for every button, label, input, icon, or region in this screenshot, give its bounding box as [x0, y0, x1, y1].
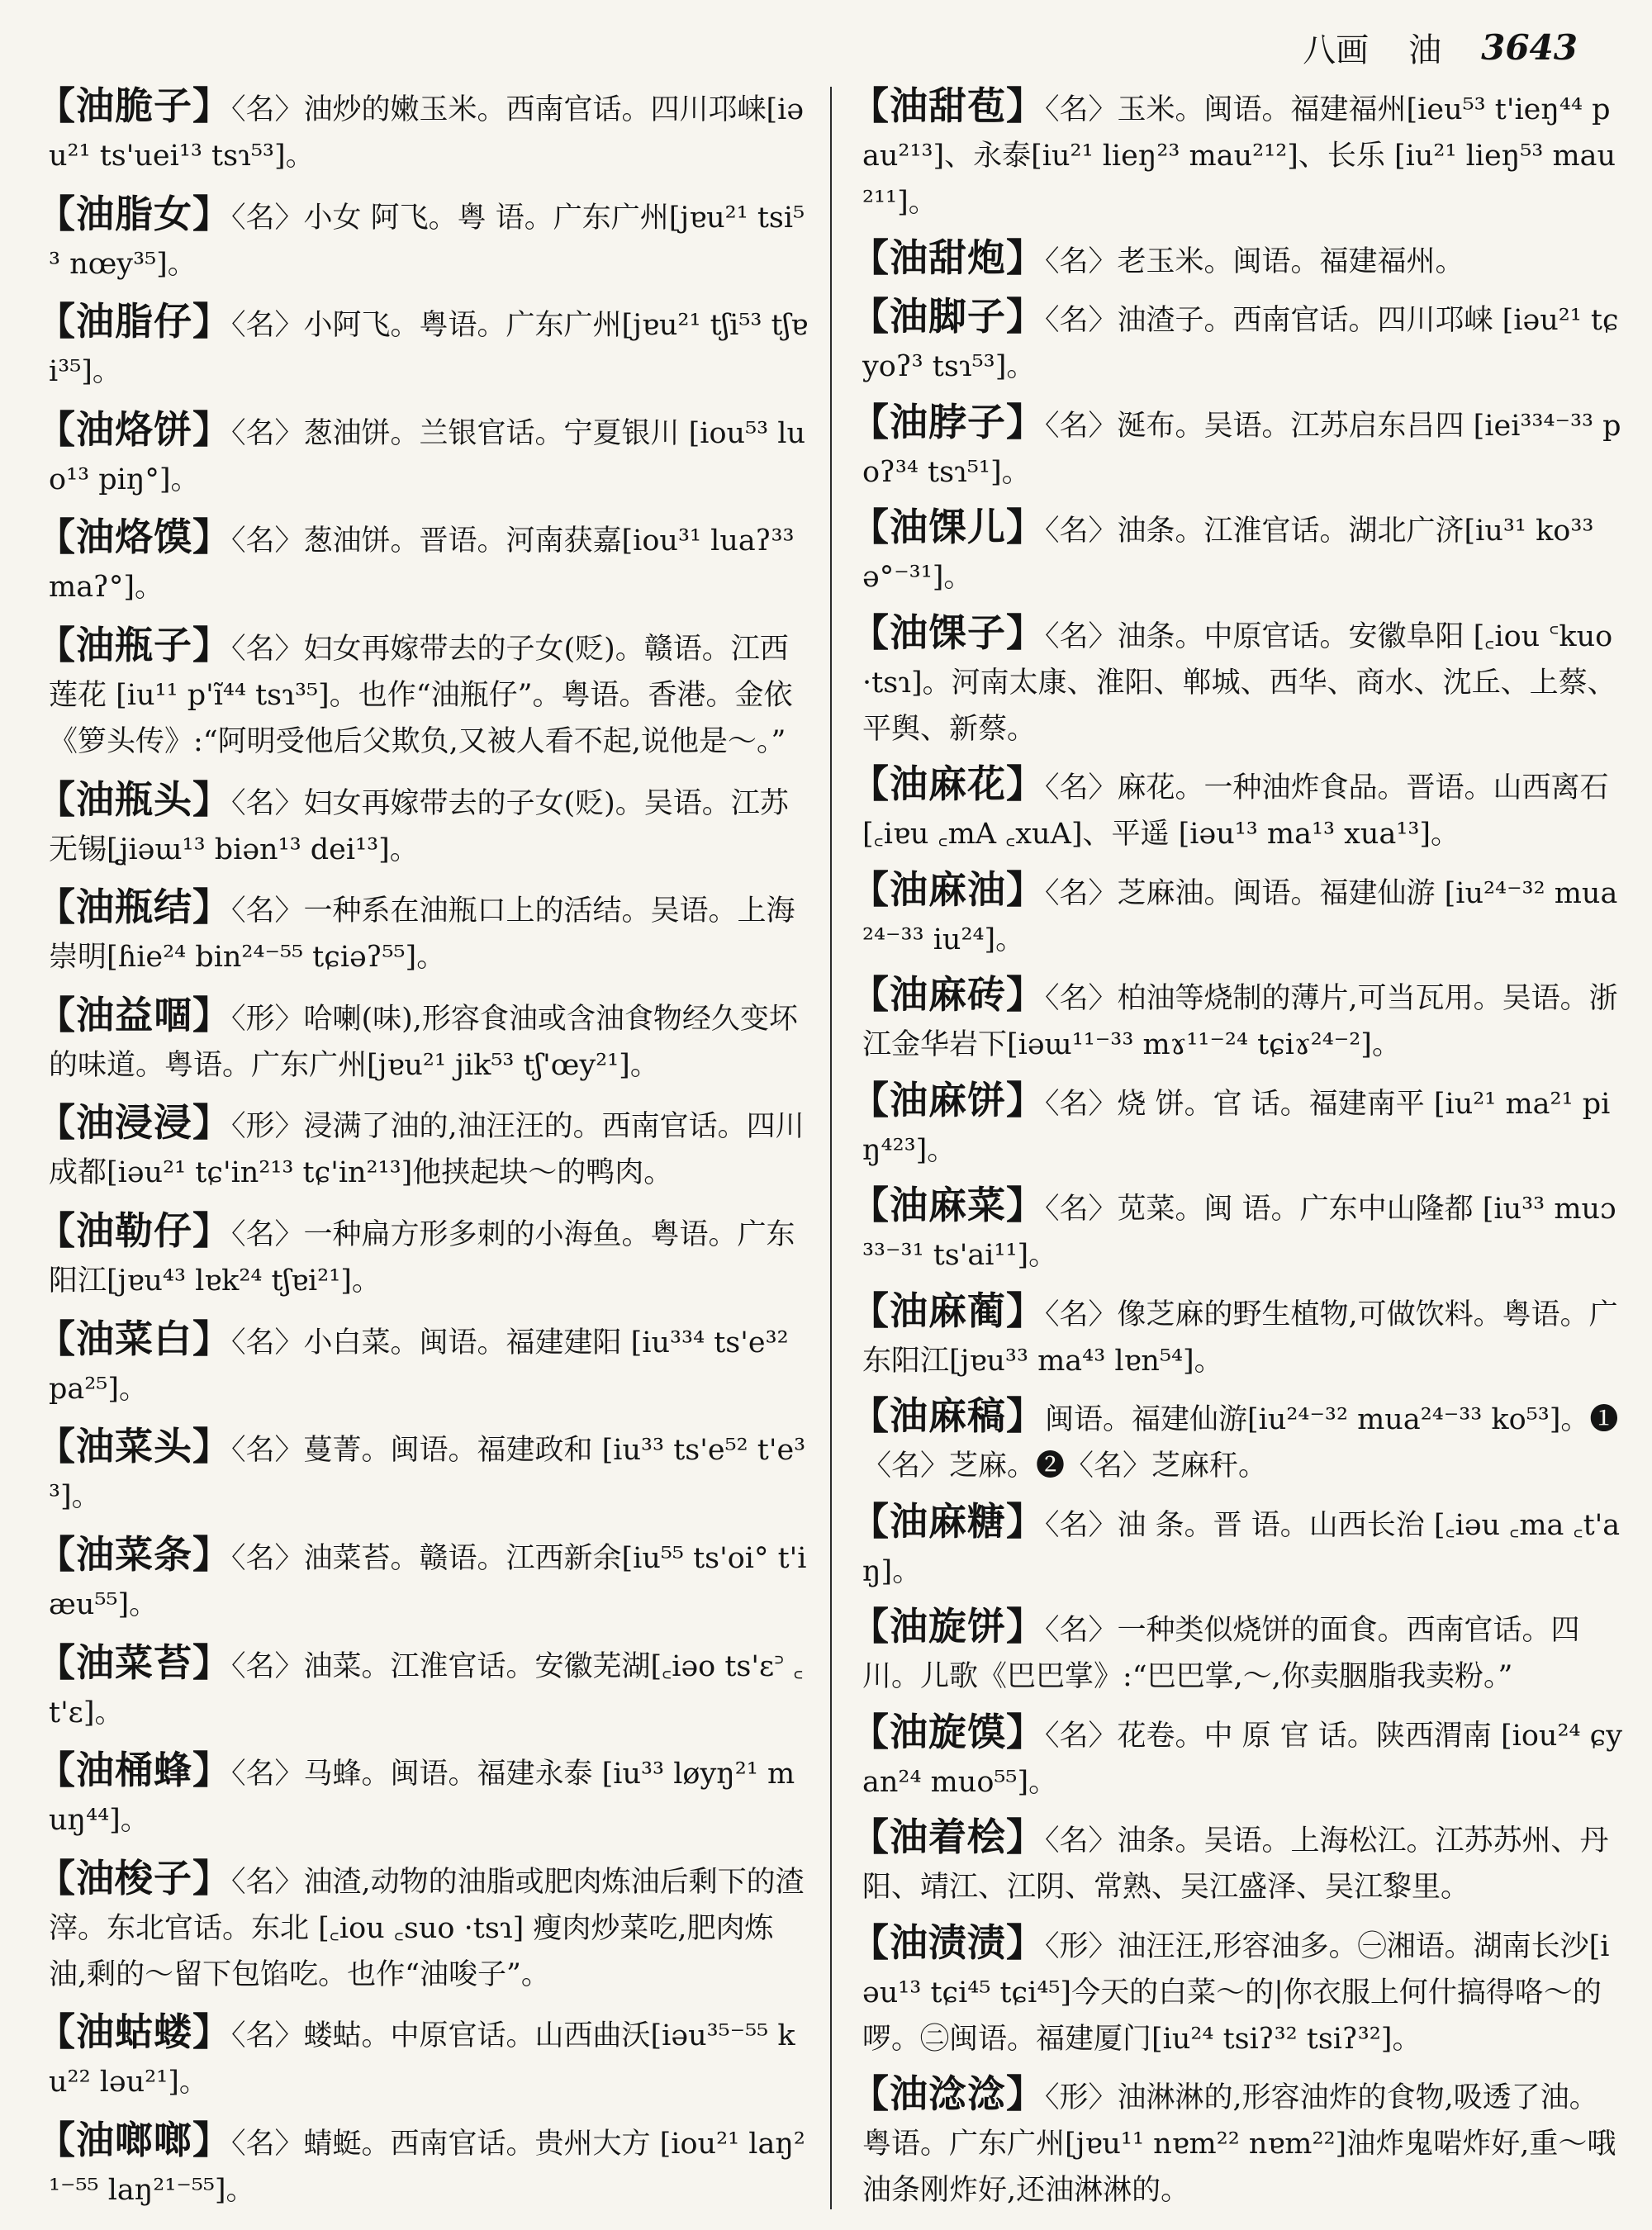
entry-headword: 【油脂女】 — [37, 191, 231, 236]
entry-definition: 〈名〉烧 饼。官 话。福建南平 [iu²¹ ma²¹ piŋ⁴²³]。 — [862, 1087, 1611, 1167]
entry-headword: 【油瓶结】 — [37, 885, 231, 930]
entry-definition: 〈名〉油 条。晋 语。山西长治 [꜀iəu ꜀ma ꜀t'aŋ]。 — [862, 1508, 1621, 1588]
entry-headword: 【油麻糖】 — [851, 1498, 1045, 1544]
entry-definition: 〈名〉像芝麻的野生植物,可做饮料。粤语。广东阳江[jɐu³³ ma⁴³ lɐn⁵⁴]。 — [862, 1298, 1618, 1378]
dictionary-entry — [37, 1639, 809, 1736]
entry-definition: 〈名〉油炒的嫩玉米。西南官话。四川邛崃[iəu²¹ ts'uei¹³ tsɿ⁵³]。 — [49, 93, 805, 173]
entry-headword: 【油淰淰】 — [851, 2071, 1045, 2116]
dictionary-entry — [851, 83, 1623, 225]
entry-headword: 【油蛄蝼】 — [37, 2009, 231, 2055]
entry-headword: 【油啷啷】 — [37, 2117, 231, 2162]
entry-headword: 【油麻饼】 — [851, 1077, 1045, 1122]
entry-definition: 〈形〉浸满了油的,油汪汪的。西南官话。四川成都[iəu²¹ tɕ'in²¹³ tɕ'in²¹³]他挟起块～的鸭肉。 — [49, 1110, 805, 1190]
entry-headword: 【油脚子】 — [851, 294, 1045, 339]
dictionary-entry — [851, 1498, 1623, 1595]
dictionary-entry — [37, 884, 809, 980]
dictionary-entry — [37, 1423, 809, 1520]
section-label: 八画 — [1303, 31, 1370, 69]
entry-headword: 【油瓶头】 — [37, 776, 231, 822]
entry-definition: 〈名〉老玉米。闽语。福建福州。 — [1045, 244, 1464, 278]
entry-definition: 〈名〉一种系在油瓶口上的活结。吴语。上海崇明[ɦie²⁴ bin²⁴⁻⁵⁵ tɕiəʔ⁵⁵]。 — [49, 894, 795, 975]
dictionary-entry — [851, 866, 1623, 963]
entry-definition: 〈名〉妇女再嫁带去的子女(贬)。吴语。江苏无锡[ʝiəɯ¹³ biən¹³ dei¹³]。 — [49, 786, 789, 866]
entry-headword: 【油麻稿】 — [851, 1393, 1045, 1438]
entry-headword: 【油甜苞】 — [851, 83, 1045, 128]
dictionary-entry — [851, 761, 1623, 857]
dictionary-entry — [37, 1316, 809, 1412]
entry-definition: 〈名〉小阿飞。粤语。广东广州[jɐu²¹ tʃi⁵³ tʃɐi³⁵]。 — [49, 309, 808, 389]
dictionary-entry — [37, 406, 809, 503]
entry-definition: 〈名〉蜻蜓。西南官话。贵州大方 [iou²¹ laŋ²¹⁻⁵⁵ laŋ²¹⁻⁵⁵]。 — [49, 2127, 805, 2207]
entry-definition: 〈名〉麻花。一种油炸食品。晋语。山西离石 [꜀iɐu ꜀mA ꜀xuA]、平遥 [iəu¹³ ma¹³ xua¹³]。 — [862, 771, 1609, 851]
entry-headword: 【油着桧】 — [851, 1815, 1045, 1859]
dictionary-entry — [37, 191, 809, 287]
dictionary-entry — [37, 622, 809, 765]
dictionary-entry — [851, 1077, 1623, 1174]
dictionary-entry — [851, 1814, 1623, 1910]
entry-headword: 【油甜炮】 — [851, 235, 1045, 280]
entry-headword: 【油菜条】 — [37, 1531, 231, 1577]
right-column — [851, 83, 1623, 2213]
dictionary-entry — [851, 1182, 1623, 1279]
entry-headword: 【油烙馍】 — [37, 515, 231, 560]
entry-definition: 〈名〉马蜂。闽语。福建永泰 [iu³³ løyŋ²¹ muŋ⁴⁴]。 — [49, 1758, 795, 1838]
entry-definition: 〈名〉油菜。江淮官话。安徽芜湖[꜀iəo ts'ɛ꜄ ꜀t'ɛ]。 — [49, 1649, 804, 1729]
dictionary-entry — [37, 514, 809, 610]
entry-definition: 〈名〉芝麻油。闽语。福建仙游 [iu²⁴⁻³² mua²⁴⁻³³ iu²⁴]。 — [862, 876, 1618, 956]
dictionary-entry — [37, 776, 809, 873]
entry-headword: 【油旋饼】 — [851, 1604, 1045, 1649]
dictionary-entry — [851, 293, 1623, 390]
dictionary-entry — [851, 1603, 1623, 1700]
dictionary-entry — [851, 1919, 1623, 2062]
entry-headword: 【油麻蔺】 — [851, 1288, 1045, 1333]
entry-headword: 【油麻油】 — [851, 866, 1045, 912]
dictionary-entry — [851, 610, 1623, 752]
dictionary-entry — [851, 235, 1623, 285]
dictionary-entry — [851, 399, 1623, 496]
entry-headword: 【油菜苔】 — [37, 1639, 231, 1685]
left-column — [37, 83, 809, 2213]
dictionary-entry — [851, 971, 1623, 1068]
page-header — [1303, 18, 1578, 76]
entry-headword: 【油勒仔】 — [37, 1208, 231, 1254]
entry-definition: 闽语。福建仙游[iu²⁴⁻³² mua²⁴⁻³³ ko⁵³]。❶〈名〉芝麻。❷〈名〉芝麻秆。 — [862, 1403, 1619, 1483]
entry-definition: 〈名〉葱油饼。兰银官话。宁夏银川 [iou⁵³ luo¹³ piŋ°]。 — [49, 416, 806, 496]
entry-definition: 〈名〉油条。吴语。上海松江。江苏苏州、丹阳、靖江、江阴、常熟、吴江盛泽、吴江黎里。 — [862, 1824, 1609, 1904]
dictionary-entry — [851, 1288, 1623, 1384]
dictionary-entry — [37, 1855, 809, 1998]
dictionary-entry — [37, 2117, 809, 2213]
entry-headword: 【油菜白】 — [37, 1316, 231, 1361]
entry-definition: 〈名〉涎布。吴语。江苏启东吕四 [iei³³⁴⁻³³ poʔ³⁴ tsɿ⁵¹]。 — [862, 409, 1621, 489]
entry-headword: 【油麻砖】 — [851, 972, 1045, 1017]
entry-headword: 【油浸浸】 — [37, 1100, 231, 1146]
entry-headword: 【油梭子】 — [37, 1855, 231, 1900]
dictionary-entry — [37, 83, 809, 179]
dictionary-entry — [37, 992, 809, 1089]
entry-definition: 〈形〉油汪汪,形容油多。㊀湘语。湖南长沙[iəu¹³ tɕi⁴⁵ tɕi⁴⁵]今天的白菜～的|你衣服上何什搞得咯～的啰。㊁闽语。福建厦门[iu²⁴ tsiʔ³² tsiʔ³²]。 — [862, 1929, 1610, 2056]
dictionary-entry — [851, 1393, 1623, 1489]
dictionary-entry — [37, 2009, 809, 2105]
entry-definition: 〈名〉油渣,动物的油脂或肥肉炼油后剩下的渣滓。东北官话。东北 [꜀iou ꜀suo ·tsɿ] 瘦肉炒菜吃,肥肉炼油,剩的～留下包馅吃。也作“油唆子”。 — [49, 1865, 805, 1991]
dictionary-entry — [37, 1747, 809, 1843]
page-number: 3643 — [1481, 26, 1578, 68]
entry-definition: 〈名〉蝼蛄。中原官话。山西曲沃[iəu³⁵⁻⁵⁵ ku²² ləu²¹]。 — [49, 2019, 795, 2100]
entry-headword: 【油脆子】 — [37, 83, 231, 128]
entry-definition: 〈名〉葱油饼。晋语。河南获嘉[iou³¹ luaʔ³³ maʔ°]。 — [49, 524, 795, 605]
entry-definition: 〈名〉苋菜。闽 语。广东中山隆都 [iu³³ muɔ³³⁻³¹ ts'ai¹¹]。 — [862, 1193, 1616, 1272]
column-divider — [830, 87, 832, 2209]
entry-definition: 〈名〉蔓菁。闽语。福建政和 [iu³³ ts'e⁵² t'e³³]。 — [49, 1434, 806, 1514]
entry-headword: 【油桶蜂】 — [37, 1748, 231, 1793]
entry-headword: 【油脖子】 — [851, 399, 1045, 444]
dictionary-entry — [851, 2071, 1623, 2213]
entry-definition: 〈名〉一种类似烧饼的面食。西南官话。四川。儿歌《巴巴掌》:“巴巴掌,～,你卖胭脂我卖粉。” — [862, 1614, 1580, 1693]
entry-definition: 〈名〉油渣子。西南官话。四川邛崃 [iəu²¹ tɕyoʔ³ tsɿ⁵³]。 — [862, 304, 1619, 383]
entry-headword: 【油脂仔】 — [37, 299, 231, 344]
entry-definition: 〈形〉哈喇(味),形容食油或含油食物经久变坏的味道。粤语。广东广州[jɐu²¹ jik⁵³ tʃ'œy²¹]。 — [49, 1002, 798, 1082]
entry-headword: 【油菜头】 — [37, 1424, 231, 1469]
entry-headword: 【油旋馍】 — [851, 1709, 1045, 1754]
entry-headword: 【油益𠴱】 — [37, 992, 231, 1037]
dictionary-entry — [851, 1709, 1623, 1805]
entry-headword: 【油烙饼】 — [37, 406, 231, 452]
entry-definition: 〈名〉柏油等烧制的薄片,可当瓦用。吴语。浙江金华岩下[iəɯ¹¹⁻³³ mɤ¹¹⁻²⁴ tɕiɤ²⁴⁻²]。 — [862, 982, 1618, 1061]
entry-definition: 〈名〉玉米。闽语。福建福州[ieu⁵³ t'ieŋ⁴⁴ pau²¹³]、永泰[iu²¹ lieŋ²³ mau²¹²]、长乐 [iu²¹ lieŋ⁵³ mau²¹¹]。 — [862, 93, 1616, 219]
entry-definition: 〈名〉一种扁方形多刺的小海鱼。粤语。广东阳江[jɐu⁴³ lɐk²⁴ tʃɐi²¹]。 — [49, 1218, 795, 1298]
entry-definition: 〈名〉小女 阿飞。粤 语。广东广州[jɐu²¹ tsi⁵³ nœy³⁵]。 — [49, 201, 805, 281]
entry-headword: 【油瓶子】 — [37, 623, 231, 668]
entry-definition: 〈名〉花卷。中 原 官 话。陕西渭南 [iou²⁴ ɕyan²⁴ muo⁵⁵]。 — [862, 1719, 1623, 1799]
entry-headword: 【油馃儿】 — [851, 505, 1045, 549]
entry-definition: 〈名〉油菜苔。赣语。江西新余[iu⁵⁵ ts'oi° t'iæu⁵⁵]。 — [49, 1541, 807, 1621]
dictionary-entry — [851, 504, 1623, 600]
entry-definition: 〈名〉油条。江淮官话。湖北广济[iu³¹ ko³³ ə°⁻³¹]。 — [862, 515, 1594, 594]
dictionary-entry — [37, 1531, 809, 1628]
dictionary-entry — [37, 1099, 809, 1196]
header-char: 油 — [1408, 31, 1442, 69]
entry-headword: 【油麻菜】 — [851, 1183, 1045, 1227]
entry-definition: 〈名〉小白菜。闽语。福建建阳 [iu³³⁴ ts'e³² pa²⁵]。 — [49, 1326, 789, 1406]
entry-definition: 〈形〉油淋淋的,形容油炸的食物,吸透了油。粤语。广东广州[jɐu¹¹ nɐm²² nɐm²²]油炸鬼啱炸好,重～哦油条刚炸好,还油淋淋的。 — [862, 2081, 1616, 2207]
dictionary-entry — [37, 298, 809, 395]
entry-headword: 【油馃子】 — [851, 610, 1045, 655]
entry-definition: 〈名〉妇女再嫁带去的子女(贬)。赣语。江西莲花 [iu¹¹ p'ĩ⁴⁴ tsɿ³⁵]。也作“油瓶仔”。粤语。香港。金依《箩头传》:“阿明受他后父欺负,又被人看不起,说他是～。” — [49, 633, 793, 759]
entry-headword: 【油麻花】 — [851, 762, 1045, 806]
entry-headword: 【油渍渍】 — [851, 1919, 1045, 1965]
entry-definition: 〈名〉油条。中原官话。安徽阜阳 [꜀iou ꜂kuo ·tsɿ]。河南太康、淮阳、郸城、西华、商水、沈丘、上蔡、平舆、新蔡。 — [862, 619, 1616, 746]
dictionary-entry — [37, 1208, 809, 1304]
